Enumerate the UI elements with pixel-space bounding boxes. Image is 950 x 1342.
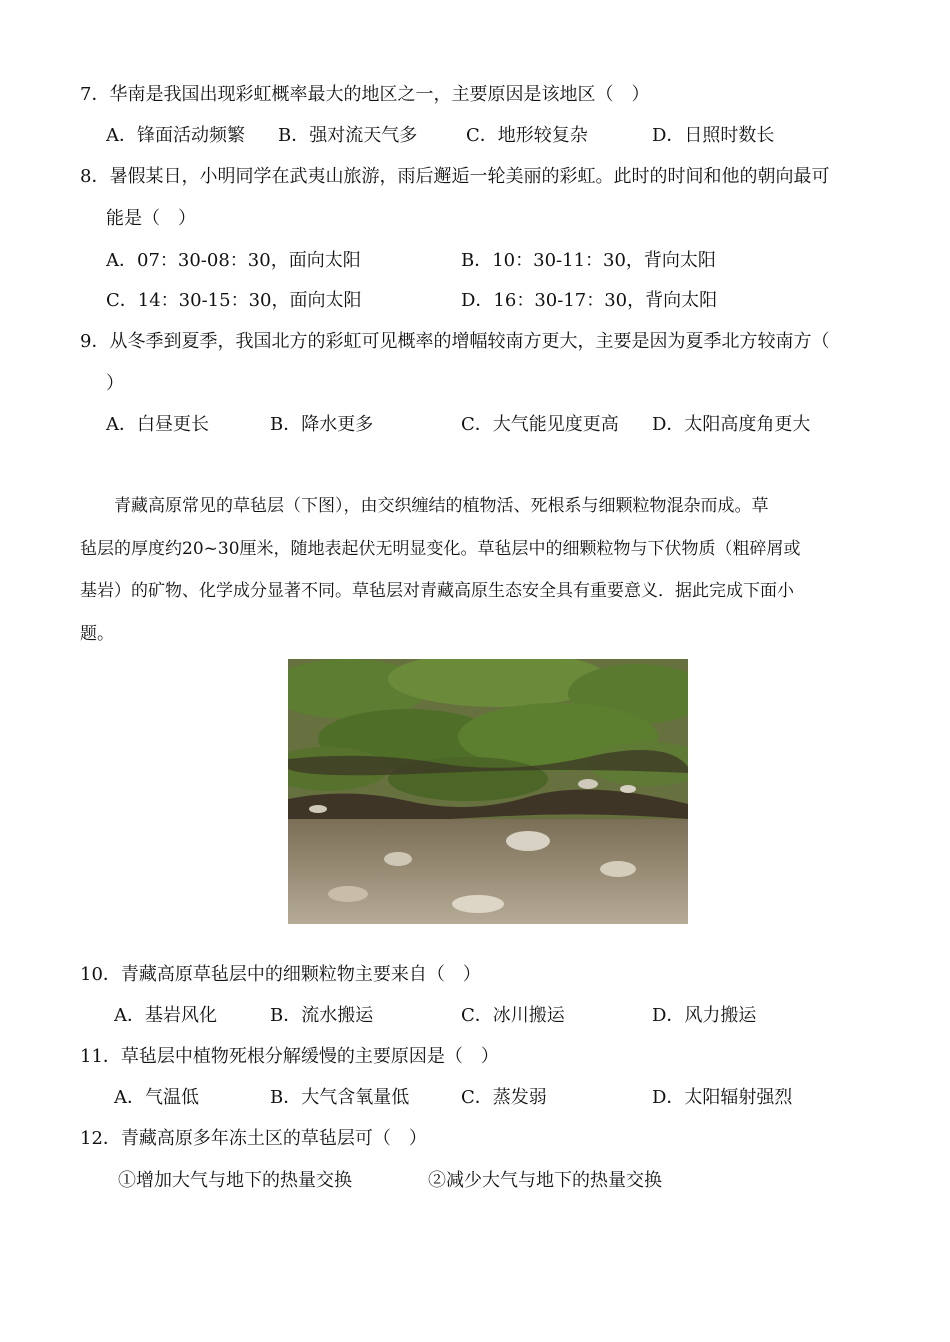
q9-stem-line1: 9．从冬季到夏季，我国北方的彩虹可见概率的增幅较南方更大，主要是因为夏季北方较南方（: [80, 331, 830, 352]
q8-option-c: C．14：30-15：30，面向太阳: [106, 290, 362, 311]
q10-option-d: D．风力搬运: [652, 1005, 757, 1026]
q11-option-c: C．蒸发弱: [461, 1087, 547, 1108]
passage-line-1: 青藏高原常见的草毡层（下图），由交织缠结的植物活、死根系与细颗粒物混杂而成。草: [80, 496, 769, 516]
q8-option-a: A．07：30-08：30，面向太阳: [106, 250, 361, 271]
q7-option-d: D．日照时数长: [652, 125, 775, 146]
q7-option-c: C．地形较复杂: [466, 125, 588, 146]
q9-option-b: B．降水更多: [270, 414, 374, 435]
passage-line-3: 基岩）的矿物、化学成分显著不同。草毡层对青藏高原生态安全具有重要意义．据此完成下面小: [80, 581, 794, 601]
q11-stem: 11．草毡层中植物死根分解缓慢的主要原因是（ ）: [80, 1046, 499, 1067]
q7-stem: 7．华南是我国出现彩虹概率最大的地区之一，主要原因是该地区（ ）: [80, 84, 650, 105]
q8-option-d: D．16：30-17：30，背向太阳: [461, 290, 718, 311]
passage-line-4: 题。: [80, 624, 114, 644]
q11-option-a: A．气温低: [114, 1087, 199, 1108]
q12-statement-2: ②减少大气与地下的热量交换: [428, 1170, 662, 1191]
q12-statement-1: ①增加大气与地下的热量交换: [118, 1170, 352, 1191]
q10-option-b: B．流水搬运: [270, 1005, 374, 1026]
q7-option-a: A．锋面活动频繁: [106, 125, 245, 146]
passage-line-2: 毡层的厚度约20~30厘米，随地表起伏无明显变化。草毡层中的细颗粒物与下伏物质（粗碎屑或: [80, 539, 801, 559]
q8-option-b: B．10：30-11：30，背向太阳: [461, 250, 716, 271]
q10-option-a: A．基岩风化: [114, 1005, 217, 1026]
q12-stem: 12．青藏高原多年冻土区的草毡层可（ ）: [80, 1128, 427, 1149]
q7-option-b: B．强对流天气多: [278, 125, 418, 146]
q8-stem-line1: 8．暑假某日，小明同学在武夷山旅游，雨后邂逅一轮美丽的彩虹。此时的时间和他的朝向最可: [80, 166, 830, 187]
q9-option-c: C．大气能见度更高: [461, 414, 619, 435]
q9-option-d: D．太阳高度角更大: [652, 414, 811, 435]
q9-option-a: A．白昼更长: [106, 414, 209, 435]
q9-stem-line2: ）: [106, 373, 124, 394]
q11-option-b: B．大气含氧量低: [270, 1087, 410, 1108]
q8-stem-line2: 能是（ ）: [106, 208, 196, 229]
q10-stem: 10．青藏高原草毡层中的细颗粒物主要来自（ ）: [80, 964, 481, 985]
q11-option-d: D．太阳辐射强烈: [652, 1087, 793, 1108]
turf-layer-photo: [288, 659, 688, 924]
q10-option-c: C．冰川搬运: [461, 1005, 565, 1026]
